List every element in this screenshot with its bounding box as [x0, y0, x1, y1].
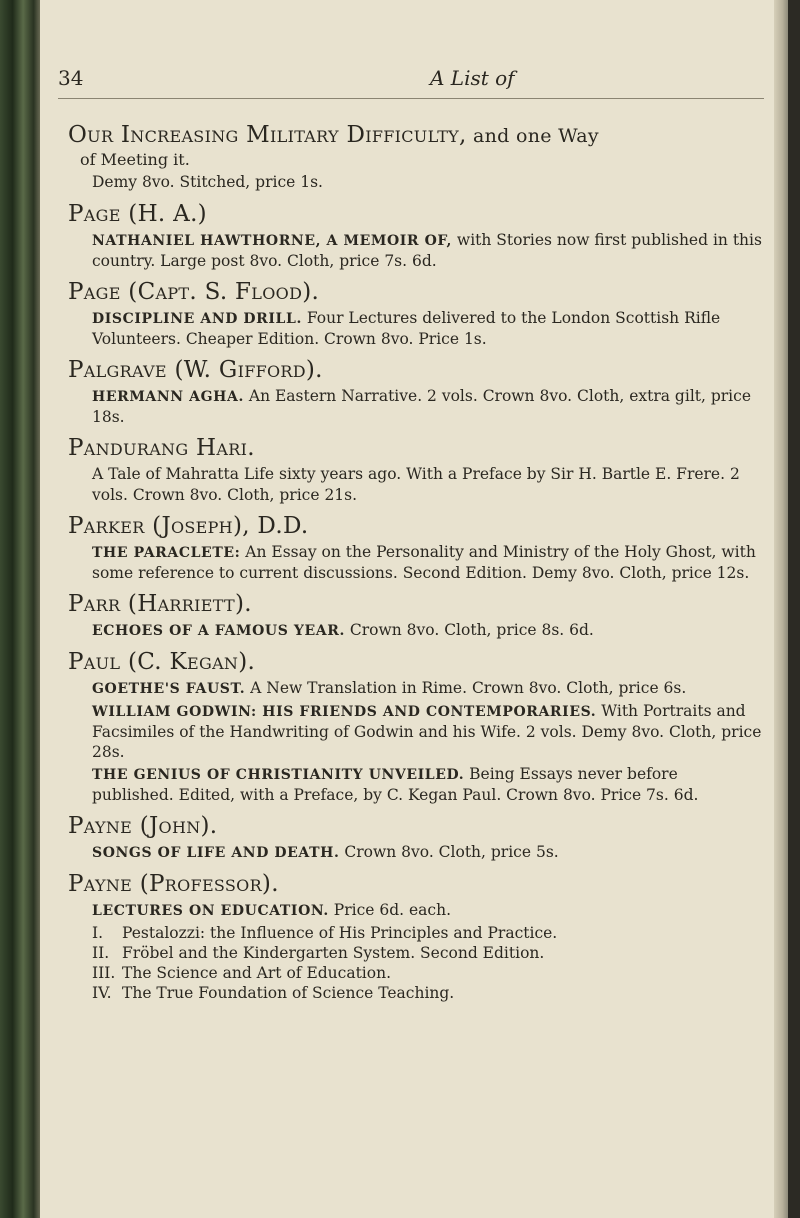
author-heading: [68, 871, 764, 898]
author-name: Payne (Professor).: [68, 871, 279, 897]
list-number: IV.: [92, 984, 112, 1002]
author-heading: [68, 813, 764, 840]
author-name: Parr (Harriett).: [68, 591, 252, 617]
list-text: The True Foundation of Science Teaching.: [122, 984, 455, 1002]
heading-subline: of Meeting it.: [80, 150, 190, 169]
author-name: Payne (John).: [68, 813, 218, 839]
book-description: [92, 842, 764, 863]
author-name: Page (Capt. S. Flood).: [68, 279, 320, 305]
book-title: NATHANIEL HAWTHORNE, A MEMOIR OF,: [92, 233, 452, 249]
catalogue-entry: [68, 435, 764, 505]
running-header: [58, 66, 758, 96]
book-details: Crown 8vo. Cloth, price 5s.: [339, 843, 559, 861]
catalogue-entry: [68, 279, 764, 349]
book-description: [92, 764, 764, 805]
author-name: Page (H. A.): [68, 201, 207, 227]
book-title: ECHOES OF A FAMOUS YEAR.: [92, 623, 345, 639]
book-description: [92, 308, 764, 349]
author-heading: [68, 435, 764, 462]
author-name: Pandurang Hari.: [68, 435, 255, 461]
catalogue-entry: [68, 649, 764, 805]
book-title: HERMANN AGHA.: [92, 389, 244, 405]
book-title: THE PARACLETE:: [92, 545, 241, 561]
catalogue-entry: [68, 122, 764, 193]
author-name: Parker (Joseph), D.D.: [68, 513, 309, 539]
book-details: with Stories now first published in this country. Large post 8vo. Cloth, price 7s. 6d.: [92, 231, 762, 270]
author-heading: [68, 279, 764, 306]
book-description: [92, 542, 764, 583]
book-details: With Portraits and Facsimiles of the Handwriting of Godwin and his Wife. 2 vols. Demy 8vo. Cloth, price 28s.: [92, 702, 762, 761]
book-details: Four Lectures delivered to the London Scottish Rifle Volunteers. Cheaper Edition. Crown 8vo. Price 1s.: [92, 309, 721, 348]
book-details: An Essay on the Personality and Ministry of the Holy Ghost, with some reference to current discussions. Second Edition. Demy 8vo. Cloth, price 12s.: [92, 543, 756, 582]
book-title: DISCIPLINE AND DRILL.: [92, 311, 302, 327]
list-number: I.: [92, 924, 104, 942]
book-description: [92, 230, 764, 271]
catalogue-entry: [68, 513, 764, 583]
book-title: LECTURES ON EDUCATION.: [92, 903, 329, 919]
author-heading: [68, 122, 764, 150]
book-description: [92, 172, 764, 193]
book-description: [92, 678, 764, 699]
author-heading: [68, 649, 764, 676]
book-binding: [0, 0, 42, 1218]
book-title: WILLIAM GODWIN: HIS FRIENDS AND CONTEMPORARIES.: [92, 704, 597, 720]
author-name: Our Increasing Military Difficulty,: [68, 122, 467, 148]
book-title: THE GENIUS OF CHRISTIANITY UNVEILED.: [92, 767, 465, 783]
list-text: Pestalozzi: the Influence of His Principles and Practice.: [122, 924, 558, 942]
catalogue-list: [68, 122, 764, 1011]
book-details: Crown 8vo. Cloth, price 8s. 6d.: [344, 621, 594, 639]
book-title: SONGS OF LIFE AND DEATH.: [92, 845, 340, 861]
author-name: Palgrave (W. Gifford).: [68, 357, 323, 383]
book-details: Price 6d. each.: [328, 901, 451, 919]
book-title: GOETHE'S FAUST.: [92, 681, 246, 697]
list-item: [92, 963, 764, 983]
running-title: A List of: [430, 66, 515, 90]
author-heading: [68, 201, 764, 228]
page-edge: [774, 0, 788, 1218]
book-description: [92, 701, 764, 762]
list-text: The Science and Art of Education.: [122, 964, 392, 982]
catalogue-entry: [68, 871, 764, 1003]
catalogue-entry: [68, 201, 764, 271]
catalogue-entry: [68, 357, 764, 427]
list-item: [92, 983, 764, 1003]
header-rule: [58, 98, 764, 99]
list-item: [92, 923, 764, 943]
book-description: [92, 620, 764, 641]
list-number: II.: [92, 944, 110, 962]
heading-continuation: and one Way: [466, 125, 599, 147]
catalogue-entry: [68, 591, 764, 641]
list-text: Fröbel and the Kindergarten System. Second Edition.: [122, 944, 545, 962]
book-description: [92, 900, 764, 921]
page-number: 34: [58, 66, 84, 90]
book-description: [92, 386, 764, 427]
list-number: III.: [92, 964, 116, 982]
lecture-list: [80, 923, 764, 1003]
book-details: A New Translation in Rime. Crown 8vo. Cloth, price 6s.: [245, 679, 687, 697]
list-item: [92, 943, 764, 963]
book-details: A Tale of Mahratta Life sixty years ago. With a Preface by Sir H. Bartle E. Frere. 2 vols. Crown 8vo. Cloth, price 21s.: [92, 465, 740, 504]
author-heading: [68, 357, 764, 384]
book-details: Demy 8vo. Stitched, price 1s.: [92, 173, 323, 191]
book-details: An Eastern Narrative. 2 vols. Crown 8vo. Cloth, extra gilt, price 18s.: [92, 387, 751, 426]
book-page: [40, 0, 788, 1218]
book-details: Being Essays never before published. Edited, with a Preface, by C. Kegan Paul. Crown 8vo. Price 7s. 6d.: [92, 765, 699, 804]
author-name: Paul (C. Kegan).: [68, 649, 256, 675]
author-heading: [68, 513, 764, 540]
book-description: [92, 464, 764, 505]
catalogue-entry: [68, 813, 764, 863]
author-heading: [68, 591, 764, 618]
